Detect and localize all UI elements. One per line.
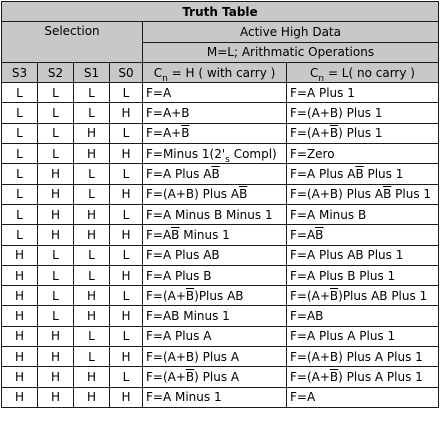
cell-s2: L (38, 286, 74, 306)
table-row (2, 184, 439, 204)
cell-s1: L (74, 103, 110, 123)
cell-s1: H (74, 204, 110, 224)
cell-s3: H (2, 245, 38, 265)
cell-with-carry: F=A Plus $A\overline{B}$ (143, 164, 287, 184)
cell-s1: L (74, 164, 110, 184)
table-row (2, 103, 439, 123)
cell-s0: H (110, 225, 143, 245)
cell-s3: L (2, 103, 38, 123)
table-row (2, 306, 439, 326)
cell-no-carry: F=A Plus B Plus 1 (287, 265, 439, 285)
truth-table (1, 1, 439, 408)
cell-s1: H (74, 225, 110, 245)
cell-s3: H (2, 387, 38, 407)
cell-s0: L (110, 164, 143, 184)
cell-with-carry: F=A Minus 1 (143, 387, 287, 407)
cell-with-carry: F=A Minus B Minus 1 (143, 204, 287, 224)
cell-s1: L (74, 265, 110, 285)
cell-no-carry: F=(A+B) Plus A Plus 1 (287, 347, 439, 367)
mode-header: M=L; Arithmatic Operations (143, 42, 439, 62)
col-header-s2: S2 (38, 62, 74, 82)
cell-s0: L (110, 123, 143, 143)
cell-s1: L (74, 184, 110, 204)
table-row (2, 225, 439, 245)
cell-s1: H (74, 367, 110, 387)
cell-s1: H (74, 123, 110, 143)
table-row (2, 367, 439, 387)
cell-s2: H (38, 347, 74, 367)
cell-s0: L (110, 83, 143, 103)
col-header-s1: S1 (74, 62, 110, 82)
cell-s2: H (38, 225, 74, 245)
cell-s3: H (2, 367, 38, 387)
cell-with-carry: $F=A\overline{B}$ Minus 1 (143, 225, 287, 245)
cell-no-carry: F=A (287, 387, 439, 407)
cell-s0: H (110, 144, 143, 164)
cell-no-carry: F=A Plus AB Plus 1 (287, 245, 439, 265)
table-row (2, 83, 439, 103)
cell-with-carry: F=AB Minus 1 (143, 306, 287, 326)
cell-s0: L (110, 245, 143, 265)
cell-s3: L (2, 164, 38, 184)
cell-no-carry: $F=A\overline{B}$ (287, 225, 439, 245)
cell-s2: H (38, 387, 74, 407)
col-header-no-carry: $C_n = L$( no carry ) (287, 62, 439, 82)
cell-s0: H (110, 265, 143, 285)
cell-with-carry: $F=(A+\overline{B})$ Plus A (143, 367, 287, 387)
cell-with-carry: F=A+B (143, 103, 287, 123)
table-row (2, 265, 439, 285)
cell-s3: H (2, 326, 38, 346)
table-row (2, 326, 439, 346)
cell-s0: L (110, 326, 143, 346)
cell-no-carry: F=AB (287, 306, 439, 326)
table-row (2, 164, 439, 184)
selection-header: Selection (2, 22, 143, 63)
cell-with-carry: F=(A+B) Plus $A\overline{B}$ (143, 184, 287, 204)
table-row (2, 387, 439, 407)
table-row (2, 204, 439, 224)
cell-s3: L (2, 144, 38, 164)
cell-with-carry: F=A Plus A (143, 326, 287, 346)
cell-s0: L (110, 204, 143, 224)
cell-s2: H (38, 204, 74, 224)
cell-s3: L (2, 225, 38, 245)
cell-with-carry: $F=(A+\overline{B})Plus$ AB (143, 286, 287, 306)
cell-s0: H (110, 387, 143, 407)
cell-no-carry: $F=(A+\overline{B})$ Plus 1 (287, 123, 439, 143)
cell-s3: L (2, 83, 38, 103)
cell-s2: L (38, 103, 74, 123)
cell-no-carry: $F=(A+\overline{B})Plus$ AB Plus 1 (287, 286, 439, 306)
cell-s1: H (74, 144, 110, 164)
cell-no-carry: F=A Minus B (287, 204, 439, 224)
cell-s3: H (2, 265, 38, 285)
cell-s3: L (2, 184, 38, 204)
table-title: Truth Table (2, 2, 439, 22)
cell-no-carry: $F=(A+\overline{B})$ Plus A Plus 1 (287, 367, 439, 387)
cell-s1: L (74, 326, 110, 346)
cell-no-carry: F=(A+B) Plus 1 (287, 103, 439, 123)
cell-s2: H (38, 164, 74, 184)
cell-s3: H (2, 347, 38, 367)
cell-no-carry: F=A Plus 1 (287, 83, 439, 103)
cell-s2: H (38, 367, 74, 387)
table-row (2, 347, 439, 367)
cell-s1: L (74, 347, 110, 367)
active-high-header: Active High Data (143, 22, 439, 42)
col-header-s0: S0 (110, 62, 143, 82)
cell-with-carry: F=A Plus B (143, 265, 287, 285)
cell-s2: H (38, 326, 74, 346)
cell-with-carry: $F=A+\overline{B}$ (143, 123, 287, 143)
cell-s0: L (110, 367, 143, 387)
col-header-with-carry: $C_n = H$ ( with carry ) (143, 62, 287, 82)
cell-s3: L (2, 204, 38, 224)
cell-s2: L (38, 123, 74, 143)
cell-s2: H (38, 184, 74, 204)
cell-with-carry: F=A (143, 83, 287, 103)
cell-s1: H (74, 286, 110, 306)
cell-s0: H (110, 306, 143, 326)
table-row (2, 144, 439, 164)
cell-s1: L (74, 83, 110, 103)
cell-s0: H (110, 184, 143, 204)
cell-no-carry: F=(A+B) Plus $A\overline{B}$ Plus 1 (287, 184, 439, 204)
cell-s2: L (38, 265, 74, 285)
cell-with-carry: F=Minus $1(2'_s$ Compl) (143, 144, 287, 164)
cell-s3: L (2, 123, 38, 143)
cell-no-carry: F=Zero (287, 144, 439, 164)
cell-no-carry: F=A Plus A Plus 1 (287, 326, 439, 346)
cell-s1: L (74, 245, 110, 265)
cell-s2: L (38, 245, 74, 265)
cell-no-carry: F=A Plus $A\overline{B}$ Plus 1 (287, 164, 439, 184)
cell-s0: H (110, 103, 143, 123)
cell-s1: H (74, 306, 110, 326)
table-row (2, 123, 439, 143)
cell-s3: H (2, 306, 38, 326)
table-row (2, 245, 439, 265)
cell-with-carry: F=A Plus AB (143, 245, 287, 265)
cell-s0: L (110, 286, 143, 306)
cell-s2: L (38, 306, 74, 326)
cell-s2: L (38, 144, 74, 164)
cell-s2: L (38, 83, 74, 103)
cell-with-carry: F=(A+B) Plus A (143, 347, 287, 367)
cell-s0: H (110, 347, 143, 367)
table-row (2, 286, 439, 306)
col-header-s3: S3 (2, 62, 38, 82)
cell-s3: H (2, 286, 38, 306)
cell-s1: H (74, 387, 110, 407)
